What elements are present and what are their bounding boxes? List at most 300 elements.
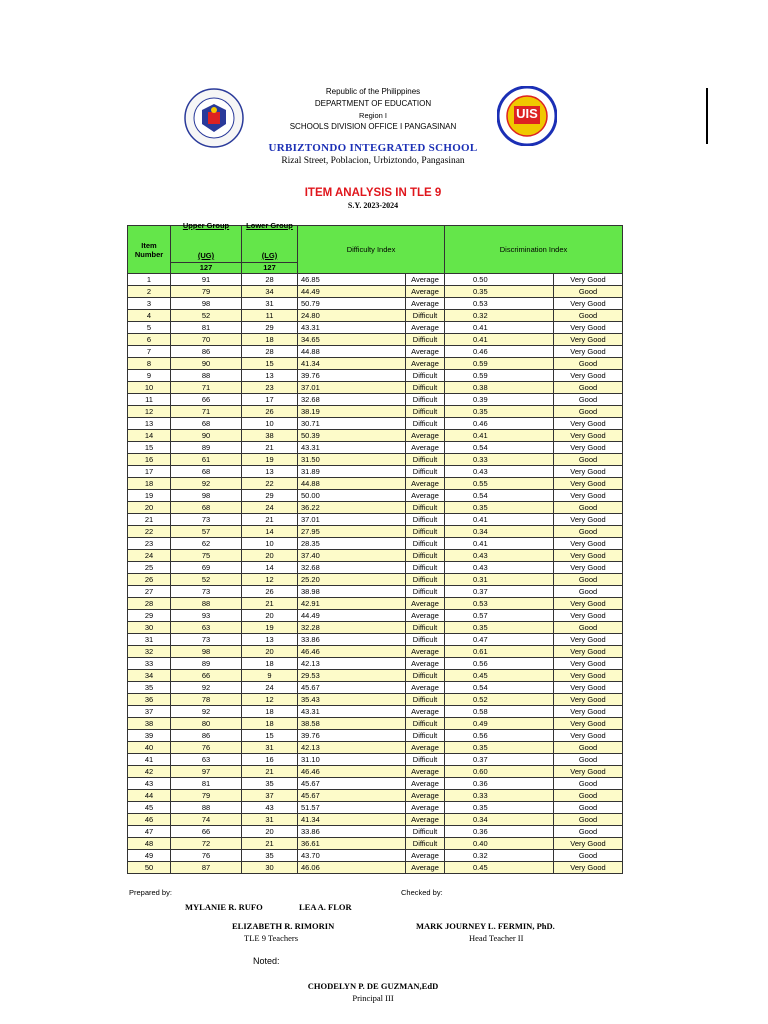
difficulty-level: Average: [406, 766, 445, 778]
difficulty-level: Average: [406, 274, 445, 286]
difficulty-level: Average: [406, 682, 445, 694]
discrimination-value: 0.61: [445, 646, 554, 658]
upper-group-score: 63: [171, 754, 242, 766]
discrimination-value: 0.41: [445, 334, 554, 346]
difficulty-level: Difficult: [406, 382, 445, 394]
lower-group-score: 9: [242, 670, 298, 682]
discrimination-level: Good: [554, 310, 623, 322]
item-number: 4: [128, 310, 171, 322]
lower-group-score: 26: [242, 586, 298, 598]
difficulty-value: 38.19: [298, 406, 406, 418]
item-number: 22: [128, 526, 171, 538]
difficulty-value: 32.28: [298, 622, 406, 634]
item-number: 43: [128, 778, 171, 790]
lower-group-score: 28: [242, 346, 298, 358]
table-row: [128, 358, 623, 370]
table-row: [128, 478, 623, 490]
difficulty-level: Difficult: [406, 694, 445, 706]
discrimination-value: 0.41: [445, 538, 554, 550]
upper-group-score: 76: [171, 850, 242, 862]
discrimination-level: Very Good: [554, 610, 623, 622]
discrimination-value: 0.58: [445, 706, 554, 718]
difficulty-level: Average: [406, 802, 445, 814]
lower-group-score: 15: [242, 358, 298, 370]
upper-group-label: Upper Group: [182, 221, 230, 230]
difficulty-value: 37.01: [298, 514, 406, 526]
discrimination-level: Very Good: [554, 514, 623, 526]
discrimination-value: 0.35: [445, 502, 554, 514]
difficulty-level: Difficult: [406, 718, 445, 730]
upper-group-score: 91: [171, 274, 242, 286]
discrimination-value: 0.46: [445, 418, 554, 430]
discrimination-level: Good: [554, 778, 623, 790]
upper-group-score: 79: [171, 790, 242, 802]
discrimination-level: Very Good: [554, 862, 623, 874]
discrimination-value: 0.54: [445, 442, 554, 454]
discrimination-level: Good: [554, 286, 623, 298]
discrimination-value: 0.53: [445, 598, 554, 610]
col-item-number: [128, 226, 171, 274]
upper-group-score: 62: [171, 538, 242, 550]
difficulty-level: Difficult: [406, 670, 445, 682]
item-number: 46: [128, 814, 171, 826]
discrimination-level: Very Good: [554, 538, 623, 550]
item-number: 34: [128, 670, 171, 682]
item-number: 24: [128, 550, 171, 562]
difficulty-value: 27.95: [298, 526, 406, 538]
discrimination-value: 0.35: [445, 742, 554, 754]
difficulty-value: 42.91: [298, 598, 406, 610]
upper-group-score: 92: [171, 682, 242, 694]
upper-group-score: 74: [171, 814, 242, 826]
lower-group-score: 21: [242, 514, 298, 526]
table-row: [128, 790, 623, 802]
difficulty-level: Difficult: [406, 502, 445, 514]
discrimination-value: 0.32: [445, 850, 554, 862]
difficulty-value: 36.22: [298, 502, 406, 514]
difficulty-value: 42.13: [298, 742, 406, 754]
upper-group-score: 86: [171, 730, 242, 742]
republic-line: Republic of the Philippines: [325, 87, 421, 96]
upper-group-score: 73: [171, 514, 242, 526]
signatory-name-1: MYLANIE R. RUFO: [185, 902, 263, 912]
discrimination-value: 0.37: [445, 754, 554, 766]
discrimination-level: Good: [554, 406, 623, 418]
discrimination-level: Very Good: [554, 670, 623, 682]
item-number: 2: [128, 286, 171, 298]
item-number: 5: [128, 322, 171, 334]
difficulty-level: Difficult: [406, 574, 445, 586]
department-line: DEPARTMENT OF EDUCATION: [314, 99, 432, 108]
lower-group-score: 30: [242, 862, 298, 874]
upper-group-score: 88: [171, 598, 242, 610]
discrimination-level: Very Good: [554, 298, 623, 310]
discrimination-value: 0.57: [445, 610, 554, 622]
upper-group-score: 71: [171, 406, 242, 418]
upper-group-score: 66: [171, 394, 242, 406]
difficulty-value: 43.31: [298, 322, 406, 334]
lower-group-score: 13: [242, 466, 298, 478]
difficulty-value: 32.68: [298, 562, 406, 574]
upper-group-score: 87: [171, 862, 242, 874]
difficulty-level: Average: [406, 346, 445, 358]
difficulty-level: Difficult: [406, 394, 445, 406]
difficulty-level: Average: [406, 322, 445, 334]
item-number: 21: [128, 514, 171, 526]
difficulty-level: Average: [406, 298, 445, 310]
upper-group-score: 98: [171, 646, 242, 658]
discrimination-level: Good: [554, 754, 623, 766]
difficulty-value: 41.34: [298, 358, 406, 370]
item-number: 48: [128, 838, 171, 850]
discrimination-value: 0.55: [445, 478, 554, 490]
lower-group-score: 35: [242, 850, 298, 862]
discrimination-level: Good: [554, 394, 623, 406]
discrimination-level: Very Good: [554, 706, 623, 718]
table-row: [128, 862, 623, 874]
difficulty-value: 43.31: [298, 442, 406, 454]
item-number: 37: [128, 706, 171, 718]
upper-group-score: 52: [171, 310, 242, 322]
page-title: ITEM ANALYSIS IN TLE 9: [304, 187, 442, 199]
lower-group-score: 13: [242, 370, 298, 382]
difficulty-value: 50.39: [298, 430, 406, 442]
upper-group-score: 88: [171, 802, 242, 814]
table-row: [128, 490, 623, 502]
discrimination-value: 0.53: [445, 298, 554, 310]
upper-group-score: 73: [171, 634, 242, 646]
table-row: [128, 754, 623, 766]
difficulty-level: Difficult: [406, 418, 445, 430]
discrimination-level: Good: [554, 742, 623, 754]
discrimination-level: Good: [554, 814, 623, 826]
item-number: 26: [128, 574, 171, 586]
lower-group-score: 14: [242, 526, 298, 538]
difficulty-value: 38.58: [298, 718, 406, 730]
lower-group-score: 31: [242, 814, 298, 826]
difficulty-value: 37.40: [298, 550, 406, 562]
upper-group-score: 71: [171, 382, 242, 394]
signatory-name-3: ELIZABETH R. RIMORIN: [232, 921, 335, 931]
discrimination-level: Good: [554, 526, 623, 538]
difficulty-level: Average: [406, 862, 445, 874]
col-discrimination-index: Discrimination Index: [445, 226, 623, 274]
item-number: 1: [128, 274, 171, 286]
table-row: [128, 718, 623, 730]
margin-line: [706, 88, 708, 144]
difficulty-level: Difficult: [406, 526, 445, 538]
col-item-label: Item Number: [134, 240, 164, 259]
table-body: [128, 274, 623, 874]
discrimination-level: Good: [554, 802, 623, 814]
teachers-role: TLE 9 Teachers: [244, 933, 299, 943]
upper-group-score: 70: [171, 334, 242, 346]
table-row: [128, 730, 623, 742]
lower-group-score: 19: [242, 622, 298, 634]
difficulty-level: Difficult: [406, 730, 445, 742]
difficulty-level: Difficult: [406, 826, 445, 838]
difficulty-value: 44.88: [298, 478, 406, 490]
difficulty-level: Average: [406, 706, 445, 718]
table-row: [128, 850, 623, 862]
difficulty-level: Average: [406, 742, 445, 754]
item-number: 17: [128, 466, 171, 478]
discrimination-value: 0.40: [445, 838, 554, 850]
table-row: [128, 670, 623, 682]
discrimination-value: 0.35: [445, 622, 554, 634]
difficulty-level: Average: [406, 658, 445, 670]
checker-role: Head Teacher II: [469, 933, 524, 943]
table-row: [128, 574, 623, 586]
table-row: [128, 694, 623, 706]
discrimination-value: 0.31: [445, 574, 554, 586]
item-analysis-table: [127, 221, 623, 874]
upper-group-score: 75: [171, 550, 242, 562]
difficulty-level: Difficult: [406, 370, 445, 382]
lower-group-score: 31: [242, 742, 298, 754]
discrimination-value: 0.33: [445, 790, 554, 802]
table-row: [128, 466, 623, 478]
item-number: 11: [128, 394, 171, 406]
table-row: [128, 334, 623, 346]
lower-group-score: 18: [242, 334, 298, 346]
discrimination-level: Very Good: [554, 550, 623, 562]
upper-group-score: 86: [171, 346, 242, 358]
discrimination-level: Very Good: [554, 658, 623, 670]
table-row: [128, 538, 623, 550]
difficulty-level: Difficult: [406, 550, 445, 562]
difficulty-value: 46.85: [298, 274, 406, 286]
difficulty-value: 41.34: [298, 814, 406, 826]
lower-group-score: 18: [242, 718, 298, 730]
school-address: Rizal Street, Poblacion, Urbiztondo, Pangasinan: [281, 156, 465, 166]
difficulty-value: 33.86: [298, 826, 406, 838]
difficulty-value: 45.67: [298, 682, 406, 694]
difficulty-value: 43.31: [298, 706, 406, 718]
difficulty-value: 31.50: [298, 454, 406, 466]
item-number: 12: [128, 406, 171, 418]
discrimination-level: Very Good: [554, 370, 623, 382]
col-lower-group: [242, 221, 298, 263]
discrimination-value: 0.39: [445, 394, 554, 406]
discrimination-value: 0.43: [445, 562, 554, 574]
difficulty-level: Difficult: [406, 562, 445, 574]
difficulty-value: 51.57: [298, 802, 406, 814]
item-number: 25: [128, 562, 171, 574]
upper-group-score: 63: [171, 622, 242, 634]
table-row: [128, 514, 623, 526]
table-row: [128, 322, 623, 334]
item-number: 23: [128, 538, 171, 550]
discrimination-value: 0.54: [445, 682, 554, 694]
item-number: 19: [128, 490, 171, 502]
upper-group-score: 92: [171, 706, 242, 718]
col-difficulty-index: Difficulty Index: [298, 226, 445, 274]
lower-group-abbr: (LG): [261, 251, 278, 260]
item-number: 42: [128, 766, 171, 778]
upper-group-score: 89: [171, 658, 242, 670]
table-row: [128, 274, 623, 286]
difficulty-value: 38.98: [298, 586, 406, 598]
table-row: [128, 826, 623, 838]
lower-group-score: 24: [242, 502, 298, 514]
lower-group-score: 18: [242, 658, 298, 670]
lower-group-score: 14: [242, 562, 298, 574]
discrimination-value: 0.41: [445, 430, 554, 442]
lower-group-score: 21: [242, 598, 298, 610]
upper-group-score: 89: [171, 442, 242, 454]
division-line: SCHOOLS DIVISION OFFICE I PANGASINAN: [289, 122, 457, 131]
upper-group-score: 80: [171, 718, 242, 730]
item-number: 28: [128, 598, 171, 610]
difficulty-level: Average: [406, 610, 445, 622]
discrimination-value: 0.37: [445, 586, 554, 598]
difficulty-level: Difficult: [406, 622, 445, 634]
item-number: 13: [128, 418, 171, 430]
discrimination-level: Very Good: [554, 694, 623, 706]
lower-group-score: 10: [242, 538, 298, 550]
discrimination-level: Good: [554, 502, 623, 514]
discrimination-level: Very Good: [554, 598, 623, 610]
item-number: 16: [128, 454, 171, 466]
lower-group-score: 20: [242, 610, 298, 622]
discrimination-level: Very Good: [554, 322, 623, 334]
difficulty-level: Difficult: [406, 838, 445, 850]
discrimination-value: 0.41: [445, 514, 554, 526]
difficulty-value: 44.49: [298, 286, 406, 298]
discrimination-level: Good: [554, 358, 623, 370]
upper-group-score: 57: [171, 526, 242, 538]
upper-group-score: 88: [171, 370, 242, 382]
discrimination-value: 0.56: [445, 658, 554, 670]
difficulty-value: 37.01: [298, 382, 406, 394]
item-number: 8: [128, 358, 171, 370]
upper-group-score: 68: [171, 502, 242, 514]
item-number: 38: [128, 718, 171, 730]
lower-group-score: 37: [242, 790, 298, 802]
discrimination-value: 0.33: [445, 454, 554, 466]
table-row: [128, 562, 623, 574]
table-row: [128, 838, 623, 850]
table-row: [128, 550, 623, 562]
difficulty-value: 46.06: [298, 862, 406, 874]
upper-group-abbr: (UG): [197, 251, 215, 260]
upper-group-score: 61: [171, 454, 242, 466]
discrimination-value: 0.54: [445, 490, 554, 502]
discrimination-level: Very Good: [554, 478, 623, 490]
table-row: [128, 418, 623, 430]
table-row: [128, 526, 623, 538]
difficulty-value: 36.61: [298, 838, 406, 850]
discrimination-level: Very Good: [554, 334, 623, 346]
table-row: [128, 658, 623, 670]
difficulty-value: 30.71: [298, 418, 406, 430]
table-row: [128, 682, 623, 694]
discrimination-level: Good: [554, 826, 623, 838]
difficulty-level: Difficult: [406, 310, 445, 322]
discrimination-value: 0.36: [445, 778, 554, 790]
discrimination-value: 0.47: [445, 634, 554, 646]
difficulty-value: 34.65: [298, 334, 406, 346]
item-number: 36: [128, 694, 171, 706]
table-row: [128, 298, 623, 310]
difficulty-level: Difficult: [406, 466, 445, 478]
discrimination-value: 0.45: [445, 862, 554, 874]
discrimination-value: 0.50: [445, 274, 554, 286]
difficulty-level: Average: [406, 778, 445, 790]
difficulty-level: Average: [406, 358, 445, 370]
difficulty-value: 35.43: [298, 694, 406, 706]
difficulty-level: Average: [406, 490, 445, 502]
difficulty-value: 28.35: [298, 538, 406, 550]
table-row: [128, 778, 623, 790]
table-row: [128, 622, 623, 634]
table-row: [128, 802, 623, 814]
signatory-name-2: LEA A. FLOR: [299, 902, 352, 912]
item-number: 15: [128, 442, 171, 454]
item-number: 47: [128, 826, 171, 838]
difficulty-value: 43.70: [298, 850, 406, 862]
lower-group-score: 23: [242, 382, 298, 394]
upper-group-score: 68: [171, 418, 242, 430]
item-number: 32: [128, 646, 171, 658]
item-number: 29: [128, 610, 171, 622]
table-row: [128, 382, 623, 394]
table-row: [128, 370, 623, 382]
item-number: 45: [128, 802, 171, 814]
upper-group-score: 98: [171, 490, 242, 502]
difficulty-value: 25.20: [298, 574, 406, 586]
table-row: [128, 346, 623, 358]
lower-group-score: 35: [242, 778, 298, 790]
prepared-by-label: Prepared by:: [129, 888, 172, 897]
difficulty-level: Difficult: [406, 514, 445, 526]
difficulty-level: Difficult: [406, 406, 445, 418]
difficulty-value: 46.46: [298, 766, 406, 778]
lower-total: 127: [242, 263, 298, 274]
item-number: 3: [128, 298, 171, 310]
difficulty-value: 44.88: [298, 346, 406, 358]
upper-group-score: 98: [171, 298, 242, 310]
discrimination-level: Very Good: [554, 718, 623, 730]
discrimination-value: 0.52: [445, 694, 554, 706]
checker-name: MARK JOURNEY L. FERMIN, PhD.: [416, 921, 555, 931]
discrimination-value: 0.45: [445, 670, 554, 682]
col-upper-group: [171, 221, 242, 263]
lower-group-score: 29: [242, 490, 298, 502]
discrimination-level: Very Good: [554, 274, 623, 286]
difficulty-value: 42.13: [298, 658, 406, 670]
principal-name: CHODELYN P. DE GUZMAN,EdD: [307, 981, 439, 991]
lower-group-score: 38: [242, 430, 298, 442]
discrimination-level: Very Good: [554, 766, 623, 778]
upper-group-score: 68: [171, 466, 242, 478]
lower-group-score: 12: [242, 574, 298, 586]
lower-group-score: 10: [242, 418, 298, 430]
lower-group-score: 19: [242, 454, 298, 466]
table-row: [128, 394, 623, 406]
difficulty-value: 24.80: [298, 310, 406, 322]
table-row: [128, 454, 623, 466]
lower-group-score: 20: [242, 826, 298, 838]
table-row: [128, 742, 623, 754]
item-number: 30: [128, 622, 171, 634]
lower-group-score: 17: [242, 394, 298, 406]
discrimination-value: 0.56: [445, 730, 554, 742]
item-number: 39: [128, 730, 171, 742]
discrimination-value: 0.36: [445, 826, 554, 838]
lower-group-score: 24: [242, 682, 298, 694]
